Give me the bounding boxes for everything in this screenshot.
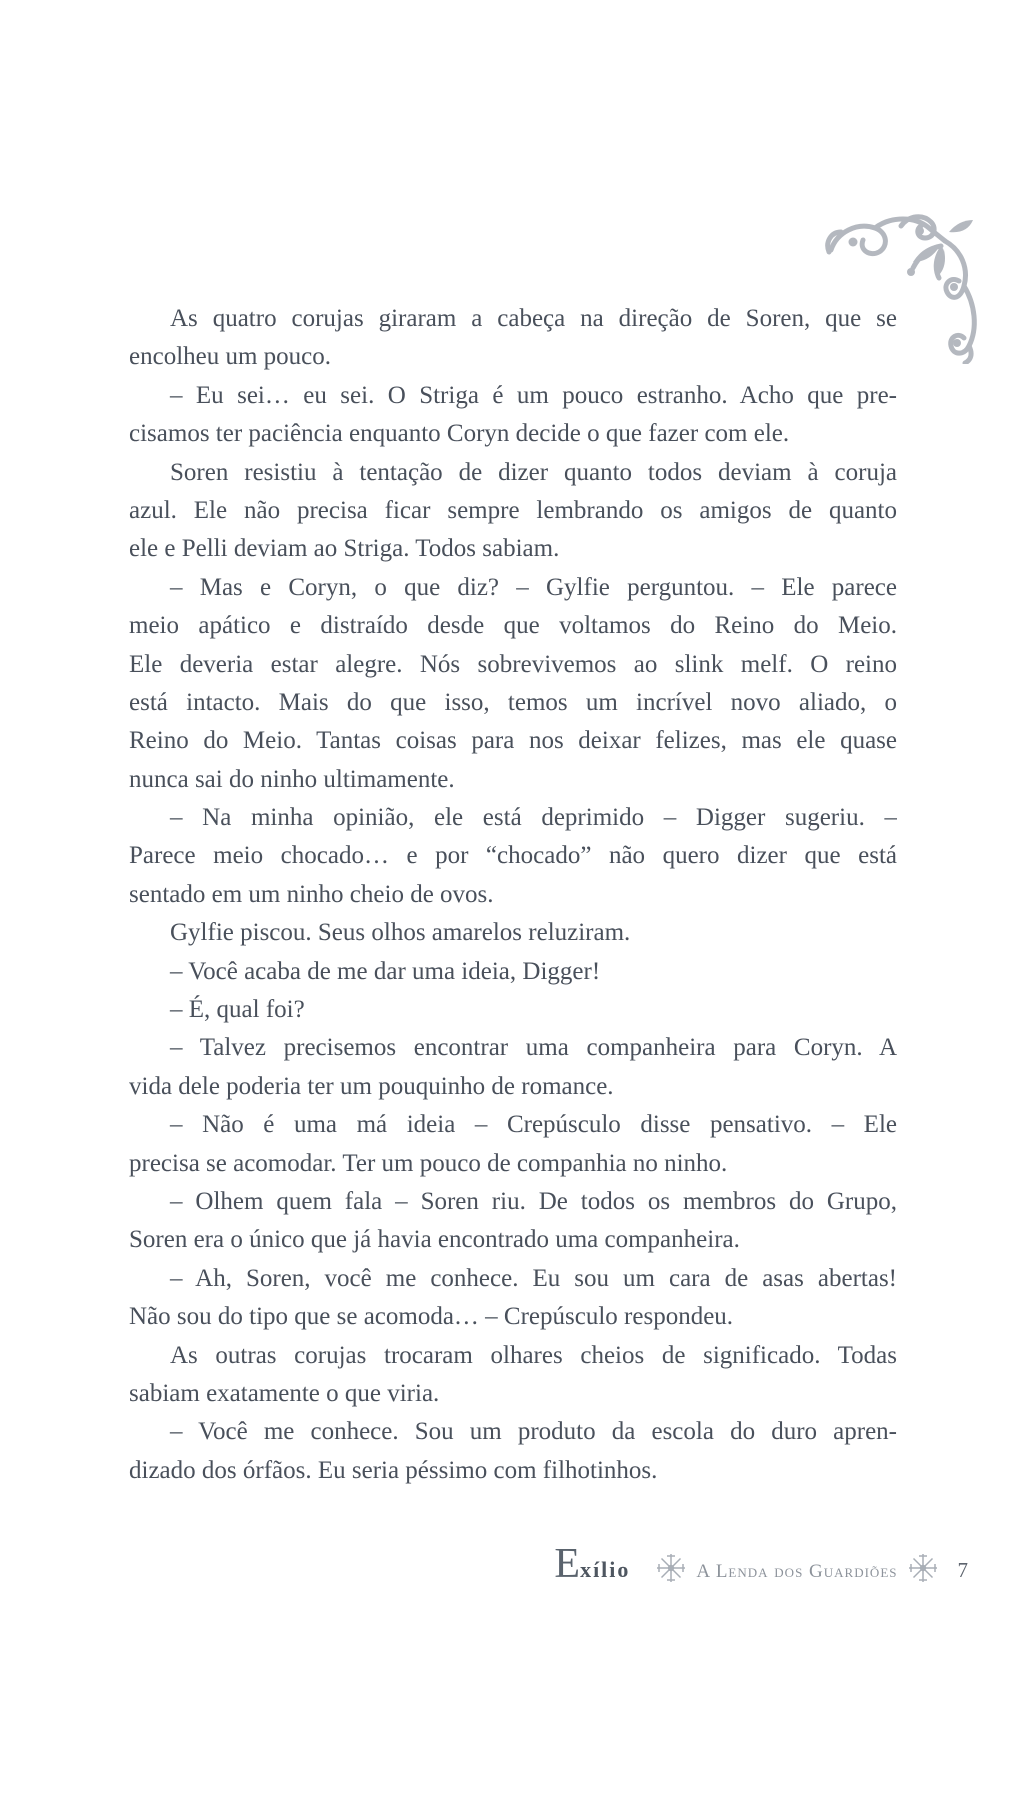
text-line: – Olhem quem fala – Soren riu. De todos os membros do Grupo,: [170, 1187, 897, 1215]
book-title-initial: E: [554, 1541, 581, 1587]
paragraph: [129, 1337, 897, 1414]
text-line: azul. Ele não precisa ficar sempre lembrando os amigos de quanto: [129, 496, 897, 524]
page-number: 7: [957, 1558, 968, 1582]
text-line: cisamos ter paciência enquanto Coryn decide o que fazer com ele.: [129, 420, 790, 448]
series-title: A Lenda dos Guardiões: [696, 1561, 898, 1582]
text-line: precisa se acomodar. Ter um pouco de companhia no ninho.: [129, 1149, 728, 1177]
text-line: sabiam exatamente o que viria.: [129, 1379, 440, 1407]
text-line: Gylfie piscou. Seus olhos amarelos reluziram.: [170, 919, 631, 947]
text-line: vida dele poderia ter um pouquinho de romance.: [129, 1072, 614, 1100]
text-line: Reino do Meio. Tantas coisas para nos deixar felizes, mas ele quase: [129, 727, 897, 755]
text-line: – Você me conhece. Sou um produto da escola do duro apren-: [170, 1418, 897, 1446]
page-footer: [554, 1540, 968, 1588]
paragraph: [129, 1413, 897, 1490]
paragraph: [129, 454, 897, 569]
text-line: meio apático e distraído desde que voltamos do Reino do Meio.: [129, 612, 897, 640]
text-line: As quatro corujas giraram a cabeça na direção de Soren, que se: [170, 305, 897, 332]
text-line: Soren era o único que já havia encontrado uma companheira.: [129, 1226, 740, 1254]
text-line: Não sou do tipo que se acomoda… – Crepúsculo respondeu.: [129, 1303, 734, 1331]
paragraph: [129, 1183, 897, 1260]
text-line: As outras corujas trocaram olhares cheios de significado. Todas: [170, 1341, 897, 1369]
paragraph: [129, 300, 897, 377]
paragraph: [129, 377, 897, 454]
paragraph: [129, 1260, 897, 1337]
text-line: encolheu um pouco.: [129, 343, 332, 371]
paragraph: [129, 1029, 897, 1106]
text-line: – Talvez precisemos encontrar uma companheira para Coryn. A: [170, 1034, 897, 1062]
paragraph: [129, 953, 897, 991]
text-line: Parece meio chocado… e por “chocado” não quero dizer que está: [129, 842, 897, 870]
text-line: – Ah, Soren, você me conhece. Eu sou um cara de asas abertas!: [170, 1264, 897, 1292]
snowflake-ornament-icon: [908, 1553, 938, 1583]
text-line: ele e Pelli deviam ao Striga. Todos sabiam.: [129, 535, 560, 563]
paragraph: [129, 569, 897, 799]
paragraph: [129, 914, 897, 952]
paragraph: [129, 1106, 897, 1183]
paragraph: [129, 799, 897, 914]
text-line: – Você acaba de me dar uma ideia, Digger!: [170, 957, 601, 985]
paragraph: [129, 991, 897, 1029]
text-line: – É, qual foi?: [170, 996, 305, 1024]
text-line: Soren resistiu à tentação de dizer quanto todos deviam à coruja: [170, 458, 897, 486]
snowflake-ornament-icon: [656, 1553, 686, 1583]
book-title: [554, 1540, 630, 1588]
text-line: – Eu sei… eu sei. O Striga é um pouco estranho. Acho que pre-: [170, 381, 897, 409]
text-line: sentado em um ninho cheio de ovos.: [129, 880, 494, 908]
page-text: [129, 300, 897, 1490]
text-line: – Na minha opinião, ele está deprimido – Digger sugeriu. –: [170, 804, 897, 832]
text-line: dizado dos órfãos. Eu seria péssimo com filhotinhos.: [129, 1456, 658, 1484]
book-title-rest: xílio: [580, 1557, 631, 1582]
text-line: nunca sai do ninho ultimamente.: [129, 765, 455, 793]
text-line: está intacto. Mais do que isso, temos um incrível novo aliado, o: [129, 688, 897, 716]
text-line: – Mas e Coryn, o que diz? – Gylfie perguntou. – Ele parece: [170, 573, 897, 601]
text-line: – Não é uma má ideia – Crepúsculo disse pensativo. – Ele: [170, 1111, 897, 1139]
text-line: Ele deveria estar alegre. Nós sobrevivemos ao slink melf. O reino: [129, 650, 897, 678]
